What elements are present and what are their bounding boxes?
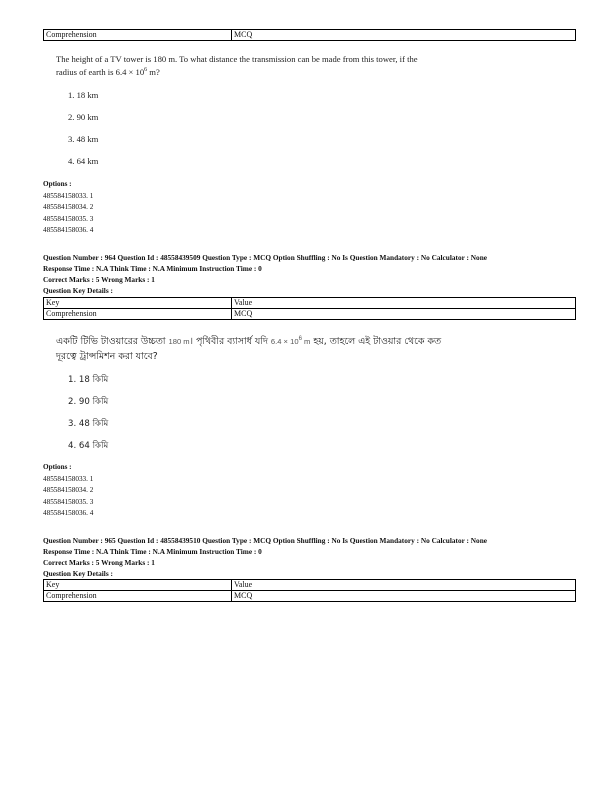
height-value: 180 m (168, 337, 190, 346)
option-id: 485584158036. 4 (43, 509, 94, 518)
option-id: 485584158033. 1 (43, 474, 94, 483)
bengali-text: । পৃথিবীর ব্যাসার্ধ যদি (189, 336, 268, 347)
question-text (56, 53, 576, 79)
option-id: 485584158033. 1 (43, 191, 94, 200)
options-block (43, 179, 93, 237)
option-2: 2. 90 km (68, 112, 99, 122)
options-label: Options : (43, 463, 72, 471)
key-value-table (43, 579, 576, 602)
radius-unit: m (301, 337, 311, 346)
marks-line: Correct Marks : 5 Wrong Marks : 1 (43, 275, 155, 284)
meta-line-1: Question Number : 965 Question Id : 48558439510 Question Type : MCQ Option Shuffling : No Is Question Mandatory : No Calculator : None (43, 536, 487, 545)
option-id: 485584158035. 3 (43, 497, 94, 506)
option-1: 1. 18 km (68, 90, 99, 100)
option-3: 3. 48 km (68, 134, 99, 144)
value-cell: MCQ (232, 591, 576, 602)
header-key: Key (44, 580, 232, 591)
question-line-1 (56, 334, 576, 349)
marks-line: Correct Marks : 5 Wrong Marks : 1 (43, 558, 155, 567)
question-line-1: The height of a TV tower is 180 m. To what distance the transmission can be made from this tower, if the (56, 54, 418, 64)
top-key-value-table (43, 29, 576, 41)
key-cell: Comprehension (44, 591, 232, 602)
question-meta (43, 535, 583, 579)
meta-line-1: Question Number : 964 Question Id : 48558439509 Question Type : MCQ Option Shuffling : No Is Question Mandatory : No Calculator : None (43, 253, 487, 262)
option-1: 1. 18 কিমি (68, 375, 109, 385)
question-line-2 (56, 66, 576, 79)
option-2: 2. 90 কিমি (68, 397, 109, 407)
options-block (43, 462, 93, 520)
header-value: Value (232, 580, 576, 591)
key-details-label: Question Key Details : (43, 286, 113, 295)
key-details-label: Question Key Details : (43, 569, 113, 578)
exponent: 6 (298, 336, 302, 342)
table-row (44, 30, 576, 41)
key-cell: Comprehension (44, 309, 232, 320)
key-value-table (43, 297, 576, 320)
value-cell: MCQ (232, 30, 576, 41)
option-3: 3. 48 কিমি (68, 419, 109, 429)
question-text-bengali (56, 334, 576, 364)
meta-line-2: Response Time : N.A Think Time : N.A Minimum Instruction Time : 0 (43, 547, 262, 556)
option-id: 485584158034. 2 (43, 486, 94, 495)
option-id: 485584158035. 3 (43, 214, 94, 223)
exponent: 6 (144, 67, 148, 73)
table-header-row (44, 580, 576, 591)
option-id: 485584158034. 2 (43, 203, 94, 212)
table-row (44, 309, 576, 320)
radius-prefix: 6.4 × 10 (270, 337, 299, 346)
value-cell: MCQ (232, 309, 576, 320)
question-line-2: দূরত্বে ট্রান্সমিশন করা যাবে? (56, 351, 158, 362)
meta-line-2: Response Time : N.A Think Time : N.A Minimum Instruction Time : 0 (43, 264, 262, 273)
bengali-text: একটি টিভি টাওয়ারের উচ্চতা (56, 336, 166, 347)
header-value: Value (232, 298, 576, 309)
options-label: Options : (43, 180, 72, 188)
key-cell: Comprehension (44, 30, 232, 41)
question-line-2-suffix: m? (147, 67, 160, 77)
bengali-text: হয়, তাহলে এই টাওয়ার থেকে কত (313, 336, 442, 347)
table-row (44, 591, 576, 602)
option-4: 4. 64 km (68, 156, 99, 166)
option-4: 4. 64 কিমি (68, 441, 109, 451)
radius-value (271, 337, 310, 346)
table-header-row (44, 298, 576, 309)
question-meta (43, 252, 583, 296)
header-key: Key (44, 298, 232, 309)
question-line-2-prefix: radius of earth is 6.4 × 10 (56, 67, 145, 77)
option-id: 485584158036. 4 (43, 226, 94, 235)
